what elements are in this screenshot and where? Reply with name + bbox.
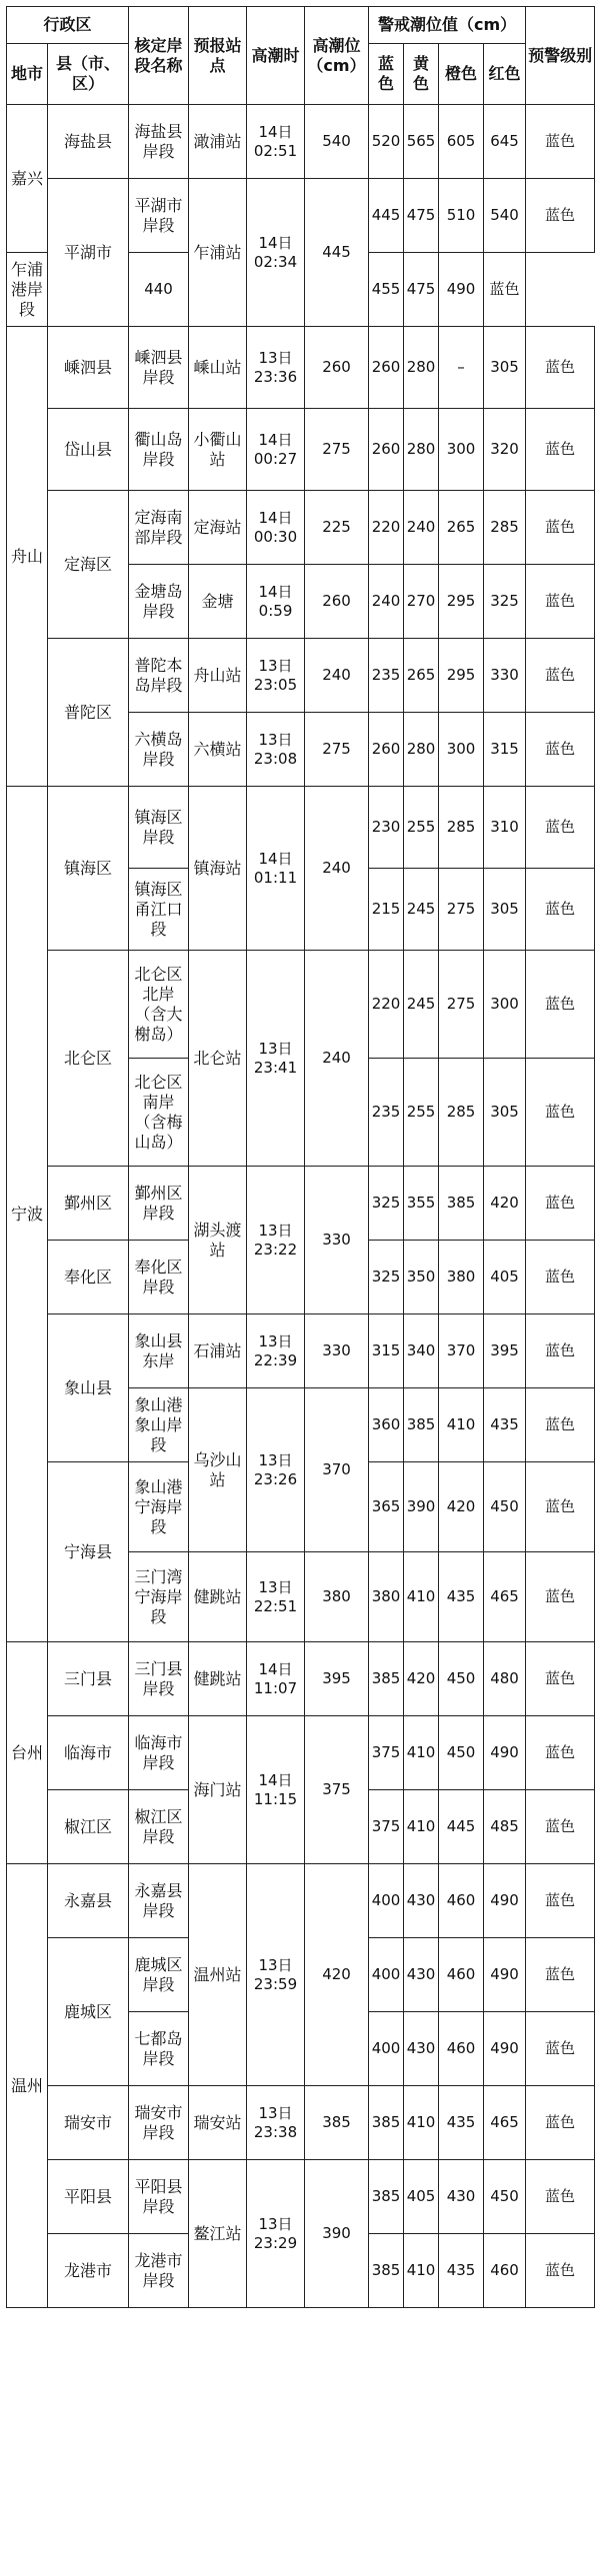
station-cell: 金塘: [189, 565, 247, 639]
red-warning-value: 305: [484, 1059, 526, 1167]
orange-warning-value: 435: [439, 2234, 484, 2308]
orange-warning-value: 300: [439, 409, 484, 491]
blue-warning-value: 445: [369, 179, 404, 253]
header-orange: 橙色: [439, 44, 484, 105]
station-cell: 湖头渡站: [189, 1167, 247, 1314]
blue-warning-value: 385: [369, 1642, 404, 1716]
orange-warning-value: 460: [439, 1864, 484, 1938]
yellow-warning-value: 255: [404, 787, 439, 869]
orange-warning-value: 605: [439, 105, 484, 179]
orange-warning-value: 410: [439, 1388, 484, 1462]
yellow-warning-value: 245: [404, 951, 439, 1059]
county-cell: 瑞安市: [48, 2086, 129, 2160]
section-cell: 定海南部岸段: [129, 491, 189, 565]
blue-warning-value: 235: [369, 639, 404, 713]
blue-warning-value: 360: [369, 1388, 404, 1462]
blue-warning-value: 385: [369, 2086, 404, 2160]
section-cell: 嵊泗县岸段: [129, 327, 189, 409]
county-cell: 鄞州区: [48, 1167, 129, 1241]
high-tide-time-cell: 13日23:29: [247, 2160, 305, 2308]
yellow-warning-value: 430: [404, 1938, 439, 2012]
orange-warning-value: 445: [439, 1790, 484, 1864]
blue-warning-value: 220: [369, 491, 404, 565]
orange-warning-value: 460: [439, 2012, 484, 2086]
table-row: [7, 2160, 595, 2234]
orange-warning-value: 510: [439, 179, 484, 253]
table-row: [7, 951, 595, 1059]
county-cell: 奉化区: [48, 1241, 129, 1314]
section-cell: 三门湾宁海岸段: [129, 1552, 189, 1642]
blue-warning-value: 400: [369, 1938, 404, 2012]
table-row: [7, 639, 595, 713]
orange-warning-value: 285: [439, 1059, 484, 1167]
high-tide-time-cell: 14日01:11: [247, 787, 305, 951]
table-row: [7, 2086, 595, 2160]
county-cell: 北仑区: [48, 951, 129, 1167]
station-cell: 小衢山站: [189, 409, 247, 491]
warning-level-badge: 蓝色: [526, 179, 595, 253]
high-tide-time-cell: 14日02:51: [247, 105, 305, 179]
warning-level-badge: 蓝色: [526, 2234, 595, 2308]
county-cell: 龙港市: [48, 2234, 129, 2308]
yellow-warning-value: 410: [404, 1716, 439, 1790]
section-cell: 象山港宁海岸段: [129, 1462, 189, 1552]
orange-warning-value: 275: [439, 951, 484, 1059]
section-cell: 普陀本岛岸段: [129, 639, 189, 713]
warning-level-badge: 蓝色: [526, 1716, 595, 1790]
blue-warning-value: 325: [369, 1167, 404, 1241]
high-tide-level-cell: 395: [305, 1642, 369, 1716]
blue-warning-value: 440: [129, 253, 189, 327]
red-warning-value: 465: [484, 2086, 526, 2160]
red-warning-value: 305: [484, 327, 526, 409]
table-row: [7, 1642, 595, 1716]
red-warning-value: 310: [484, 787, 526, 869]
warning-level-badge: 蓝色: [526, 2086, 595, 2160]
county-cell: 宁海县: [48, 1462, 129, 1642]
blue-warning-value: 380: [369, 1552, 404, 1642]
red-warning-value: 395: [484, 1314, 526, 1388]
blue-warning-value: 325: [369, 1241, 404, 1314]
red-warning-value: 460: [484, 2234, 526, 2308]
red-warning-value: 330: [484, 639, 526, 713]
red-warning-value: 325: [484, 565, 526, 639]
high-tide-level-cell: 385: [305, 2086, 369, 2160]
red-warning-value: 540: [484, 179, 526, 253]
orange-warning-value: 265: [439, 491, 484, 565]
warning-level-badge: 蓝色: [526, 1167, 595, 1241]
table-row: [7, 179, 595, 253]
high-tide-time-cell: 13日23:22: [247, 1167, 305, 1314]
section-cell: 龙港市岸段: [129, 2234, 189, 2308]
high-tide-level-cell: 275: [305, 713, 369, 787]
yellow-warning-value: 385: [404, 1388, 439, 1462]
orange-warning-value: 295: [439, 639, 484, 713]
red-warning-value: 405: [484, 1241, 526, 1314]
table-row: [7, 1167, 595, 1241]
yellow-warning-value: 455: [369, 253, 404, 327]
high-tide-time-cell: 13日22:51: [247, 1552, 305, 1642]
blue-warning-value: 260: [369, 713, 404, 787]
yellow-warning-value: 255: [404, 1059, 439, 1167]
high-tide-level-cell: 330: [305, 1167, 369, 1314]
section-cell: 椒江区岸段: [129, 1790, 189, 1864]
station-cell: 镇海站: [189, 787, 247, 951]
section-cell: 永嘉县岸段: [129, 1864, 189, 1938]
header-level: 预警级别: [526, 7, 595, 105]
high-tide-level-cell: 225: [305, 491, 369, 565]
header-admin-region: 行政区: [7, 7, 129, 44]
warning-level-badge: 蓝色: [526, 1314, 595, 1388]
orange-warning-value: 380: [439, 1241, 484, 1314]
yellow-warning-value: 475: [404, 179, 439, 253]
yellow-warning-value: 420: [404, 1642, 439, 1716]
high-tide-level-cell: 240: [305, 951, 369, 1167]
warning-level-badge: 蓝色: [526, 1552, 595, 1642]
warning-level-badge: 蓝色: [526, 869, 595, 951]
red-warning-value: 320: [484, 409, 526, 491]
table-row: [7, 787, 595, 869]
red-warning-value: 315: [484, 713, 526, 787]
yellow-warning-value: 245: [404, 869, 439, 951]
station-cell: 石浦站: [189, 1314, 247, 1388]
table-row: [7, 327, 595, 409]
yellow-warning-value: 350: [404, 1241, 439, 1314]
blue-warning-value: 375: [369, 1716, 404, 1790]
red-warning-value: 465: [484, 1552, 526, 1642]
station-cell: 六横站: [189, 713, 247, 787]
high-tide-time-cell: 13日22:39: [247, 1314, 305, 1388]
blue-warning-value: 385: [369, 2234, 404, 2308]
high-tide-time-cell: 13日23:36: [247, 327, 305, 409]
warning-level-badge: 蓝色: [526, 713, 595, 787]
red-warning-value: 490: [484, 1864, 526, 1938]
header-high-level: 高潮位（cm）: [305, 7, 369, 105]
high-tide-level-cell: 540: [305, 105, 369, 179]
station-cell: 乍浦站: [189, 179, 247, 327]
orange-warning-value: 435: [439, 1552, 484, 1642]
section-cell: 鹿城区岸段: [129, 1938, 189, 2012]
high-tide-level-cell: 330: [305, 1314, 369, 1388]
table-row: [7, 491, 595, 565]
warning-level-badge: 蓝色: [526, 1059, 595, 1167]
yellow-warning-value: 430: [404, 2012, 439, 2086]
station-cell: 澉浦站: [189, 105, 247, 179]
station-cell: 定海站: [189, 491, 247, 565]
warning-level-badge: 蓝色: [526, 951, 595, 1059]
section-cell: 瑞安市岸段: [129, 2086, 189, 2160]
section-cell: 镇海区岸段: [129, 787, 189, 869]
red-warning-value: 490: [484, 1938, 526, 2012]
city-cell: 嘉兴: [7, 105, 48, 253]
orange-warning-value: –: [439, 327, 484, 409]
orange-warning-value: 475: [404, 253, 439, 327]
yellow-warning-value: 280: [404, 713, 439, 787]
section-cell: 临海市岸段: [129, 1716, 189, 1790]
high-tide-time-cell: 14日11:15: [247, 1716, 305, 1864]
station-cell: 温州站: [189, 1864, 247, 2086]
yellow-warning-value: 240: [404, 491, 439, 565]
red-warning-value: 485: [484, 1790, 526, 1864]
high-tide-level-cell: 375: [305, 1716, 369, 1864]
tide-warning-table: [6, 6, 595, 2308]
orange-warning-value: 295: [439, 565, 484, 639]
yellow-warning-value: 410: [404, 1552, 439, 1642]
header-warning: 警戒潮位值（cm）: [369, 7, 526, 44]
city-cell: 温州: [7, 1864, 48, 2308]
orange-warning-value: 450: [439, 1716, 484, 1790]
high-tide-level-cell: 370: [305, 1388, 369, 1552]
orange-warning-value: 385: [439, 1167, 484, 1241]
blue-warning-value: 315: [369, 1314, 404, 1388]
station-cell: 北仑站: [189, 951, 247, 1167]
county-cell: 鹿城区: [48, 1938, 129, 2086]
red-warning-value: 480: [484, 1642, 526, 1716]
yellow-warning-value: 340: [404, 1314, 439, 1388]
county-cell: 普陀区: [48, 639, 129, 787]
tide-warning-table-container: [6, 6, 594, 2308]
station-cell: 嵊山站: [189, 327, 247, 409]
blue-warning-value: 400: [369, 1864, 404, 1938]
table-row: [7, 1716, 595, 1790]
high-tide-level-cell: 240: [305, 639, 369, 713]
red-warning-value: 435: [484, 1388, 526, 1462]
high-tide-time-cell: 14日02:34: [247, 179, 305, 327]
county-cell: 镇海区: [48, 787, 129, 951]
blue-warning-value: 240: [369, 565, 404, 639]
high-tide-level-cell: 390: [305, 2160, 369, 2308]
yellow-warning-value: 280: [404, 409, 439, 491]
warning-level-badge: 蓝色: [526, 1642, 595, 1716]
section-cell: 七都岛岸段: [129, 2012, 189, 2086]
red-warning-value: 300: [484, 951, 526, 1059]
orange-warning-value: 300: [439, 713, 484, 787]
yellow-warning-value: 405: [404, 2160, 439, 2234]
county-cell: 象山县: [48, 1314, 129, 1462]
high-tide-level-cell: 240: [305, 787, 369, 951]
warning-level-badge: 蓝色: [526, 2160, 595, 2234]
blue-warning-value: 260: [369, 409, 404, 491]
blue-warning-value: 215: [369, 869, 404, 951]
station-cell: 健跳站: [189, 1552, 247, 1642]
red-warning-value: 285: [484, 491, 526, 565]
section-cell: 金塘岛岸段: [129, 565, 189, 639]
red-warning-value: 645: [484, 105, 526, 179]
county-cell: 嵊泗县: [48, 327, 129, 409]
red-warning-value: 490: [439, 253, 484, 327]
yellow-warning-value: 280: [404, 327, 439, 409]
county-cell: 椒江区: [48, 1790, 129, 1864]
city-cell: 舟山: [7, 327, 48, 787]
warning-level-badge: 蓝色: [526, 491, 595, 565]
section-cell: 北仑区南岸（含梅山岛）: [129, 1059, 189, 1167]
high-tide-time-cell: 14日00:27: [247, 409, 305, 491]
county-cell: 海盐县: [48, 105, 129, 179]
section-cell: 六横岛岸段: [129, 713, 189, 787]
county-cell: 临海市: [48, 1716, 129, 1790]
high-tide-level-cell: 260: [305, 327, 369, 409]
yellow-warning-value: 410: [404, 2086, 439, 2160]
warning-level-badge: 蓝色: [526, 2012, 595, 2086]
warning-level-badge: 蓝色: [526, 1790, 595, 1864]
high-tide-time-cell: 13日23:26: [247, 1388, 305, 1552]
section-cell: 鄞州区岸段: [129, 1167, 189, 1241]
warning-level-badge: 蓝色: [526, 565, 595, 639]
yellow-warning-value: 430: [404, 1864, 439, 1938]
red-warning-value: 490: [484, 2012, 526, 2086]
high-tide-time-cell: 13日23:59: [247, 1864, 305, 2086]
high-tide-time-cell: 13日23:41: [247, 951, 305, 1167]
high-tide-level-cell: 275: [305, 409, 369, 491]
section-cell: 镇海区甬江口段: [129, 869, 189, 951]
orange-warning-value: 460: [439, 1938, 484, 2012]
blue-warning-value: 375: [369, 1790, 404, 1864]
station-cell: 健跳站: [189, 1642, 247, 1716]
section-cell: 北仑区北岸（含大榭岛）: [129, 951, 189, 1059]
high-tide-time-cell: 13日23:08: [247, 713, 305, 787]
yellow-warning-value: 355: [404, 1167, 439, 1241]
section-cell: 奉化区岸段: [129, 1241, 189, 1314]
yellow-warning-value: 410: [404, 2234, 439, 2308]
header-yellow: 黄色: [404, 44, 439, 105]
warning-level-badge: 蓝色: [526, 1388, 595, 1462]
header-city: 地市: [7, 44, 48, 105]
county-cell: 永嘉县: [48, 1864, 129, 1938]
yellow-warning-value: 265: [404, 639, 439, 713]
high-tide-time-cell: 14日11:07: [247, 1642, 305, 1716]
section-cell: 平阳县岸段: [129, 2160, 189, 2234]
orange-warning-value: 275: [439, 869, 484, 951]
warning-level-badge: 蓝色: [526, 1864, 595, 1938]
section-cell: 象山县东岸: [129, 1314, 189, 1388]
warning-level-badge: 蓝色: [526, 105, 595, 179]
orange-warning-value: 430: [439, 2160, 484, 2234]
orange-warning-value: 435: [439, 2086, 484, 2160]
county-cell: 岱山县: [48, 409, 129, 491]
red-warning-value: 490: [484, 1716, 526, 1790]
red-warning-value: 450: [484, 2160, 526, 2234]
yellow-warning-value: 270: [404, 565, 439, 639]
high-tide-time-cell: 13日23:38: [247, 2086, 305, 2160]
high-tide-time-cell: 14日0:59: [247, 565, 305, 639]
header-section: 核定岸段名称: [129, 7, 189, 105]
blue-warning-value: 260: [369, 327, 404, 409]
section-cell: 三门县岸段: [129, 1642, 189, 1716]
blue-warning-value: 520: [369, 105, 404, 179]
city-cell: 台州: [7, 1642, 48, 1864]
header-red: 红色: [484, 44, 526, 105]
county-cell: 平湖市: [48, 179, 129, 327]
header-high-time: 高潮时: [247, 7, 305, 105]
station-cell: 鳌江站: [189, 2160, 247, 2308]
station-cell: 舟山站: [189, 639, 247, 713]
table-row: [7, 1314, 595, 1388]
orange-warning-value: 370: [439, 1314, 484, 1388]
warning-level-badge: 蓝色: [526, 787, 595, 869]
yellow-warning-value: 410: [404, 1790, 439, 1864]
table-row: [7, 409, 595, 491]
section-cell: 乍浦港岸段: [7, 253, 48, 327]
station-cell: 乌沙山站: [189, 1388, 247, 1552]
station-cell: 海门站: [189, 1716, 247, 1864]
county-cell: 三门县: [48, 1642, 129, 1716]
warning-level-badge: 蓝色: [484, 253, 526, 327]
yellow-warning-value: 565: [404, 105, 439, 179]
red-warning-value: 420: [484, 1167, 526, 1241]
header-county: 县（市、区）: [48, 44, 129, 105]
county-cell: 平阳县: [48, 2160, 129, 2234]
table-row: [7, 1864, 595, 1938]
red-warning-value: 450: [484, 1462, 526, 1552]
high-tide-level-cell: 380: [305, 1552, 369, 1642]
table-row: [7, 105, 595, 179]
warning-level-badge: 蓝色: [526, 1241, 595, 1314]
high-tide-time-cell: 13日23:05: [247, 639, 305, 713]
orange-warning-value: 420: [439, 1462, 484, 1552]
blue-warning-value: 385: [369, 2160, 404, 2234]
warning-level-badge: 蓝色: [526, 327, 595, 409]
blue-warning-value: 230: [369, 787, 404, 869]
warning-level-badge: 蓝色: [526, 639, 595, 713]
warning-level-badge: 蓝色: [526, 1462, 595, 1552]
orange-warning-value: 450: [439, 1642, 484, 1716]
blue-warning-value: 365: [369, 1462, 404, 1552]
warning-level-badge: 蓝色: [526, 409, 595, 491]
warning-level-badge: 蓝色: [526, 1938, 595, 2012]
blue-warning-value: 220: [369, 951, 404, 1059]
section-cell: 衢山岛岸段: [129, 409, 189, 491]
header-station: 预报站点: [189, 7, 247, 105]
section-cell: 海盐县岸段: [129, 105, 189, 179]
blue-warning-value: 400: [369, 2012, 404, 2086]
city-cell: 宁波: [7, 787, 48, 1642]
yellow-warning-value: 390: [404, 1462, 439, 1552]
red-warning-value: 305: [484, 869, 526, 951]
section-cell: 平湖市岸段: [129, 179, 189, 253]
blue-warning-value: 235: [369, 1059, 404, 1167]
section-cell: 象山港象山岸段: [129, 1388, 189, 1462]
header-blue: 蓝色: [369, 44, 404, 105]
high-tide-level-cell: 445: [305, 179, 369, 327]
high-tide-level-cell: 260: [305, 565, 369, 639]
high-tide-level-cell: 420: [305, 1864, 369, 2086]
county-cell: 定海区: [48, 491, 129, 639]
orange-warning-value: 285: [439, 787, 484, 869]
station-cell: 瑞安站: [189, 2086, 247, 2160]
high-tide-time-cell: 14日00:30: [247, 491, 305, 565]
